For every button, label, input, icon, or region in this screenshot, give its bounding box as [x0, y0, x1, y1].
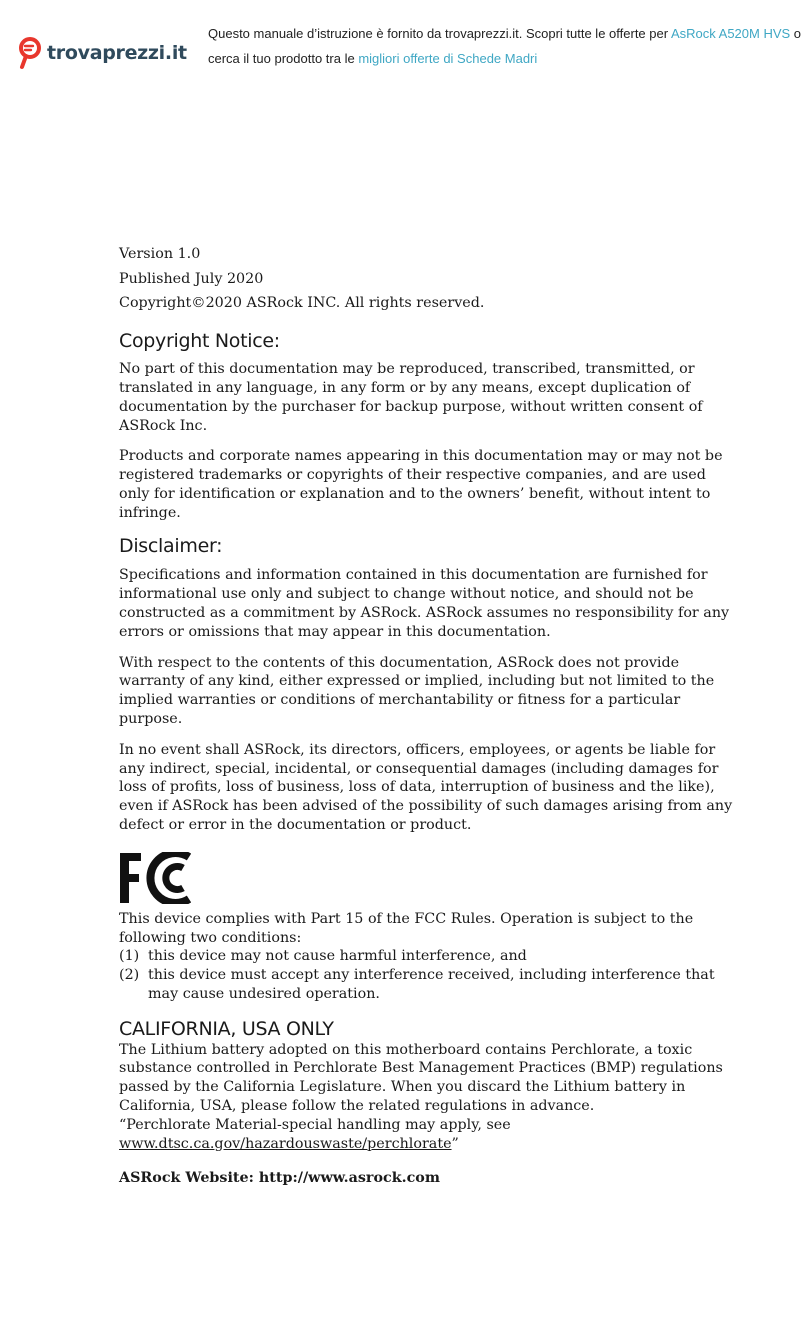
- perchlorate-note: [119, 1116, 739, 1154]
- manual-page: [119, 242, 739, 1188]
- banner-line-1-text: Questo manuale d’istruzione è fornito da trovaprezzi.it. Scopri tutte le offerte per: [208, 26, 671, 41]
- perchlorate-link[interactable]: www.dtsc.ca.gov/hazardouswaste/perchlorate: [119, 1135, 452, 1152]
- banner-line-2-text: cerca il tuo prodotto tra le: [208, 51, 359, 66]
- fcc-logo-icon: [119, 852, 191, 904]
- list-item: [119, 966, 739, 1004]
- copyright-notice-heading: Copyright Notice:: [119, 329, 280, 352]
- trovaprezzi-banner: [0, 0, 808, 80]
- magnifier-tag-icon: [18, 36, 44, 70]
- fcc-intro: This device complies with Part 15 of the FCC Rules. Operation is subject to the following two conditions:: [119, 910, 694, 946]
- trovaprezzi-logo[interactable]: [18, 36, 187, 70]
- perchlorate-note-suffix: ”: [451, 1135, 459, 1152]
- copyright-paragraph-2: Products and corporate names appearing in this documentation may or may not be registered trademarks or copyrights of their respective companies, and are used only for identification or explanation and to the owners’ benefit, without intent to infringe.: [119, 448, 723, 521]
- product-offers-link[interactable]: AsRock A520M HVS: [670, 26, 791, 41]
- disclaimer-paragraph-2: With respect to the contents of this documentation, ASRock does not provide warranty of any kind, either expressed or implied, including but not limited to the implied warranties or conditions of merchantability or fitness for a particular purpose.: [119, 654, 715, 728]
- disclaimer-paragraph-3: In no event shall ASRock, its directors, officers, employees, or agents be liable for any indirect, special, incidental, or consequential damages (including damages for loss of profits, loss of business, loss of data, interruption of business and the like), even if ASRock has been advised of the possibility of such damages arising from any defect or error in the documentation or product.: [119, 741, 733, 834]
- copyright-text: Copyright©2020 ASRock INC. All rights reserved.: [119, 295, 485, 311]
- california-paragraph: The Lithium battery adopted on this motherboard contains Perchlorate, a toxic substance controlled in Perchlorate Best Management Practices (BMP) regulations passed by the California Legislature. When you discard the Lithium battery in California, USA, please follow the related regulations in advance.: [119, 1041, 723, 1114]
- copyright-paragraph-1: No part of this documentation may be reproduced, transcribed, transmitted, or translated in any language, in any form or by any means, except duplication of documentation by the purchaser for backup purpose, without written consent of ASRock Inc.: [119, 361, 703, 434]
- version-text: Version 1.0: [119, 246, 201, 262]
- asrock-website: ASRock Website: http://www.asrock.com: [119, 1170, 440, 1187]
- logo-text: trovaprezzi.it: [47, 42, 187, 64]
- condition-number: (1): [119, 948, 140, 965]
- banner-line-2: [208, 46, 808, 71]
- condition-text: this device may not cause harmful interference, and: [148, 948, 527, 965]
- banner-message: [208, 21, 808, 71]
- published-text: Published July 2020: [119, 270, 264, 287]
- disclaimer-heading: Disclaimer:: [119, 534, 223, 557]
- banner-line-1-suffix: o: [790, 26, 802, 41]
- condition-text: this device must accept any interference received, including interference that may cause undesired operation.: [148, 967, 715, 1003]
- california-heading: CALIFORNIA, USA ONLY: [119, 1017, 334, 1040]
- fcc-conditions: [119, 947, 739, 1003]
- banner-line-1: [208, 21, 808, 46]
- disclaimer-paragraph-1: Specifications and information contained in this documentation are furnished for informational use only and subject to change without notice, and should not be constructed as a commitment by ASRock. ASRock assumes no responsibility for any errors or omissions that may appear in this documentation.: [119, 567, 730, 640]
- condition-number: (2): [119, 967, 140, 984]
- category-offers-link[interactable]: migliori offerte di Schede Madri: [358, 51, 538, 66]
- perchlorate-note-prefix: “Perchlorate Material-special handling may apply, see: [119, 1116, 511, 1133]
- list-item: [119, 947, 739, 966]
